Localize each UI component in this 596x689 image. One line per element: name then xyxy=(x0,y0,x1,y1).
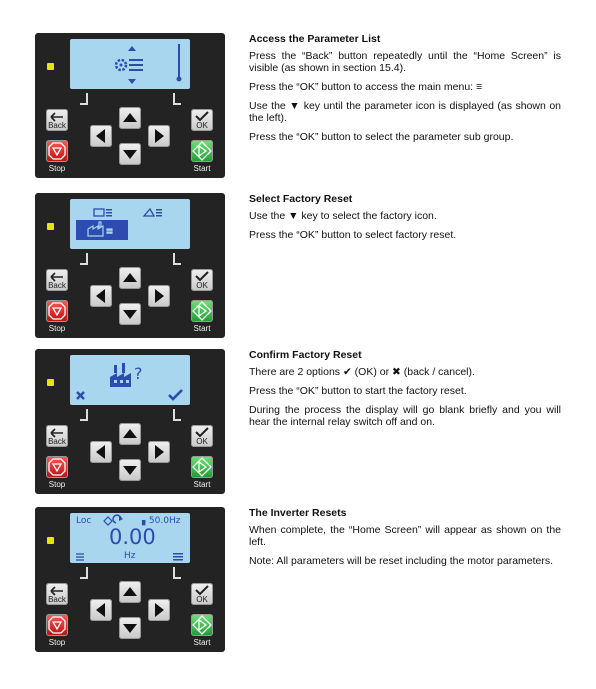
instruction-text: When complete, the “Home Screen” will appear as shown on the left. xyxy=(249,524,561,548)
stop-button[interactable] xyxy=(46,300,68,322)
menu-icon xyxy=(173,553,183,561)
step-access-parameter-list xyxy=(0,33,596,193)
arrow-left-icon xyxy=(90,285,112,307)
parameter-icon xyxy=(70,39,190,89)
stop-button[interactable] xyxy=(46,614,68,636)
stop-button-label: Stop xyxy=(48,324,66,333)
start-button[interactable] xyxy=(191,456,213,478)
stop-button-label: Stop xyxy=(48,480,66,489)
status-led xyxy=(47,63,54,70)
arrow-right-icon xyxy=(148,441,170,463)
arrow-up-icon xyxy=(119,107,141,129)
right-button[interactable] xyxy=(148,285,170,307)
direction-icon xyxy=(104,515,123,525)
up-button[interactable] xyxy=(119,581,141,603)
instruction-text: Press the “OK” button to start the factory reset. xyxy=(249,385,467,397)
instruction-text: There are 2 options ✔ (OK) or ✖ (back / cancel). xyxy=(249,366,475,378)
display-bracket-left xyxy=(80,253,88,265)
display-bracket-right xyxy=(173,567,181,579)
lcd-display xyxy=(70,199,190,249)
question-mark-icon: ? xyxy=(134,364,143,383)
arrow-left-icon xyxy=(90,125,112,147)
step-confirm-factory-reset xyxy=(0,349,596,509)
up-button[interactable] xyxy=(119,107,141,129)
back-button-label: Back xyxy=(48,281,66,290)
instruction-text: Use the ▼ key until the parameter icon is displayed (as shown on the left). xyxy=(249,100,561,124)
instruction-text: Note: All parameters will be reset including the motor parameters. xyxy=(249,555,554,567)
right-button[interactable] xyxy=(148,599,170,621)
status-led xyxy=(47,537,54,544)
start-button[interactable] xyxy=(191,300,213,322)
display-bracket-left xyxy=(80,567,88,579)
arrow-right-icon xyxy=(148,285,170,307)
left-button[interactable] xyxy=(90,599,112,621)
ok-button-label: OK xyxy=(196,437,208,446)
stop-button-label: Stop xyxy=(48,638,66,647)
step-title: The Inverter Resets xyxy=(249,507,347,519)
down-button[interactable] xyxy=(119,143,141,165)
keypad-panel xyxy=(35,33,225,178)
arrow-left-icon xyxy=(90,599,112,621)
ok-button-label: OK xyxy=(196,121,208,130)
lcd-home-screen xyxy=(70,513,190,563)
step-title: Access the Parameter List xyxy=(249,33,381,45)
stop-icon xyxy=(46,140,68,162)
down-button[interactable] xyxy=(119,459,141,481)
start-icon xyxy=(191,140,213,162)
up-button[interactable] xyxy=(119,267,141,289)
arrow-right-icon xyxy=(148,125,170,147)
factory-icon xyxy=(110,363,131,387)
factory-icon-selected xyxy=(76,220,128,240)
instruction-text: During the process the display will go blank brieﬂy and you will hear the internal relay switch off and on. xyxy=(249,404,561,428)
ok-button-label: OK xyxy=(196,595,208,604)
display-bracket-right xyxy=(173,93,181,105)
keypad-panel xyxy=(35,507,225,652)
start-button-label: Start xyxy=(193,164,211,173)
left-button[interactable] xyxy=(90,125,112,147)
step-select-factory-reset xyxy=(0,193,596,353)
ok-button-label: OK xyxy=(196,281,208,290)
display-bracket-left xyxy=(80,409,88,421)
right-button[interactable] xyxy=(148,125,170,147)
lcd-display xyxy=(70,39,190,89)
right-button[interactable] xyxy=(148,441,170,463)
motor-status-icon xyxy=(76,554,84,560)
start-button-label: Start xyxy=(193,638,211,647)
arrow-down-icon xyxy=(119,303,141,325)
start-button-label: Start xyxy=(193,480,211,489)
start-button[interactable] xyxy=(191,614,213,636)
stop-button[interactable] xyxy=(46,456,68,478)
instruction-text: Press the “OK” button to access the main menu: ≡ xyxy=(249,81,483,93)
step-inverter-resets xyxy=(0,507,596,667)
arrow-down-icon xyxy=(119,459,141,481)
down-button[interactable] xyxy=(119,617,141,639)
status-led xyxy=(47,223,54,230)
start-icon xyxy=(191,614,213,636)
instruction-text: Use the ▼ key to select the factory icon. xyxy=(249,210,437,222)
back-button-label: Back xyxy=(48,437,66,446)
status-led xyxy=(47,379,54,386)
lcd-display xyxy=(70,355,190,405)
arrow-up-icon xyxy=(119,581,141,603)
display-bracket-right xyxy=(173,409,181,421)
parameter-group-icons xyxy=(70,199,190,249)
stop-icon xyxy=(46,456,68,478)
down-button[interactable] xyxy=(119,303,141,325)
start-button[interactable] xyxy=(191,140,213,162)
start-icon xyxy=(191,456,213,478)
step-instructions xyxy=(249,33,561,150)
arrow-right-icon xyxy=(148,599,170,621)
instruction-text: Press the “OK” button to select factory reset. xyxy=(249,229,457,241)
keypad-panel xyxy=(35,193,225,338)
up-button[interactable] xyxy=(119,423,141,445)
step-instructions xyxy=(249,507,561,574)
confirm-reset-screen xyxy=(70,355,190,405)
arrow-left-icon xyxy=(90,441,112,463)
output-unit: Hz xyxy=(124,551,136,561)
output-value: 0.00 xyxy=(109,525,156,549)
step-instructions xyxy=(249,193,561,248)
cancel-x-icon xyxy=(77,392,84,399)
local-mode-label: Loc xyxy=(76,516,92,526)
left-button[interactable] xyxy=(90,285,112,307)
start-icon xyxy=(191,300,213,322)
display-bracket-left xyxy=(80,93,88,105)
arrow-up-icon xyxy=(119,423,141,445)
back-button-label: Back xyxy=(48,121,66,130)
left-button[interactable] xyxy=(90,441,112,463)
frequency-setpoint: ▖50.0Hz xyxy=(142,516,181,526)
instruction-text: Press the “OK” button to select the parameter sub group. xyxy=(249,131,514,143)
display-bracket-right xyxy=(173,253,181,265)
arrow-up-icon xyxy=(119,267,141,289)
stop-button[interactable] xyxy=(46,140,68,162)
motor-icon xyxy=(94,209,112,217)
step-title: Confirm Factory Reset xyxy=(249,349,362,361)
stop-icon xyxy=(46,300,68,322)
keypad-panel xyxy=(35,349,225,494)
step-instructions xyxy=(249,349,561,435)
step-title: Select Factory Reset xyxy=(249,193,353,205)
stop-icon xyxy=(46,614,68,636)
instruction-text: Press the “Back” button repeatedly until the “Home Screen” is visible (as shown in section 15.4). xyxy=(249,50,561,74)
arrow-down-icon xyxy=(119,617,141,639)
confirm-check-icon xyxy=(169,390,182,399)
arrow-down-icon xyxy=(119,143,141,165)
back-button-label: Back xyxy=(48,595,66,604)
stop-button-label: Stop xyxy=(48,164,66,173)
start-button-label: Start xyxy=(193,324,211,333)
ramp-icon xyxy=(144,209,162,217)
